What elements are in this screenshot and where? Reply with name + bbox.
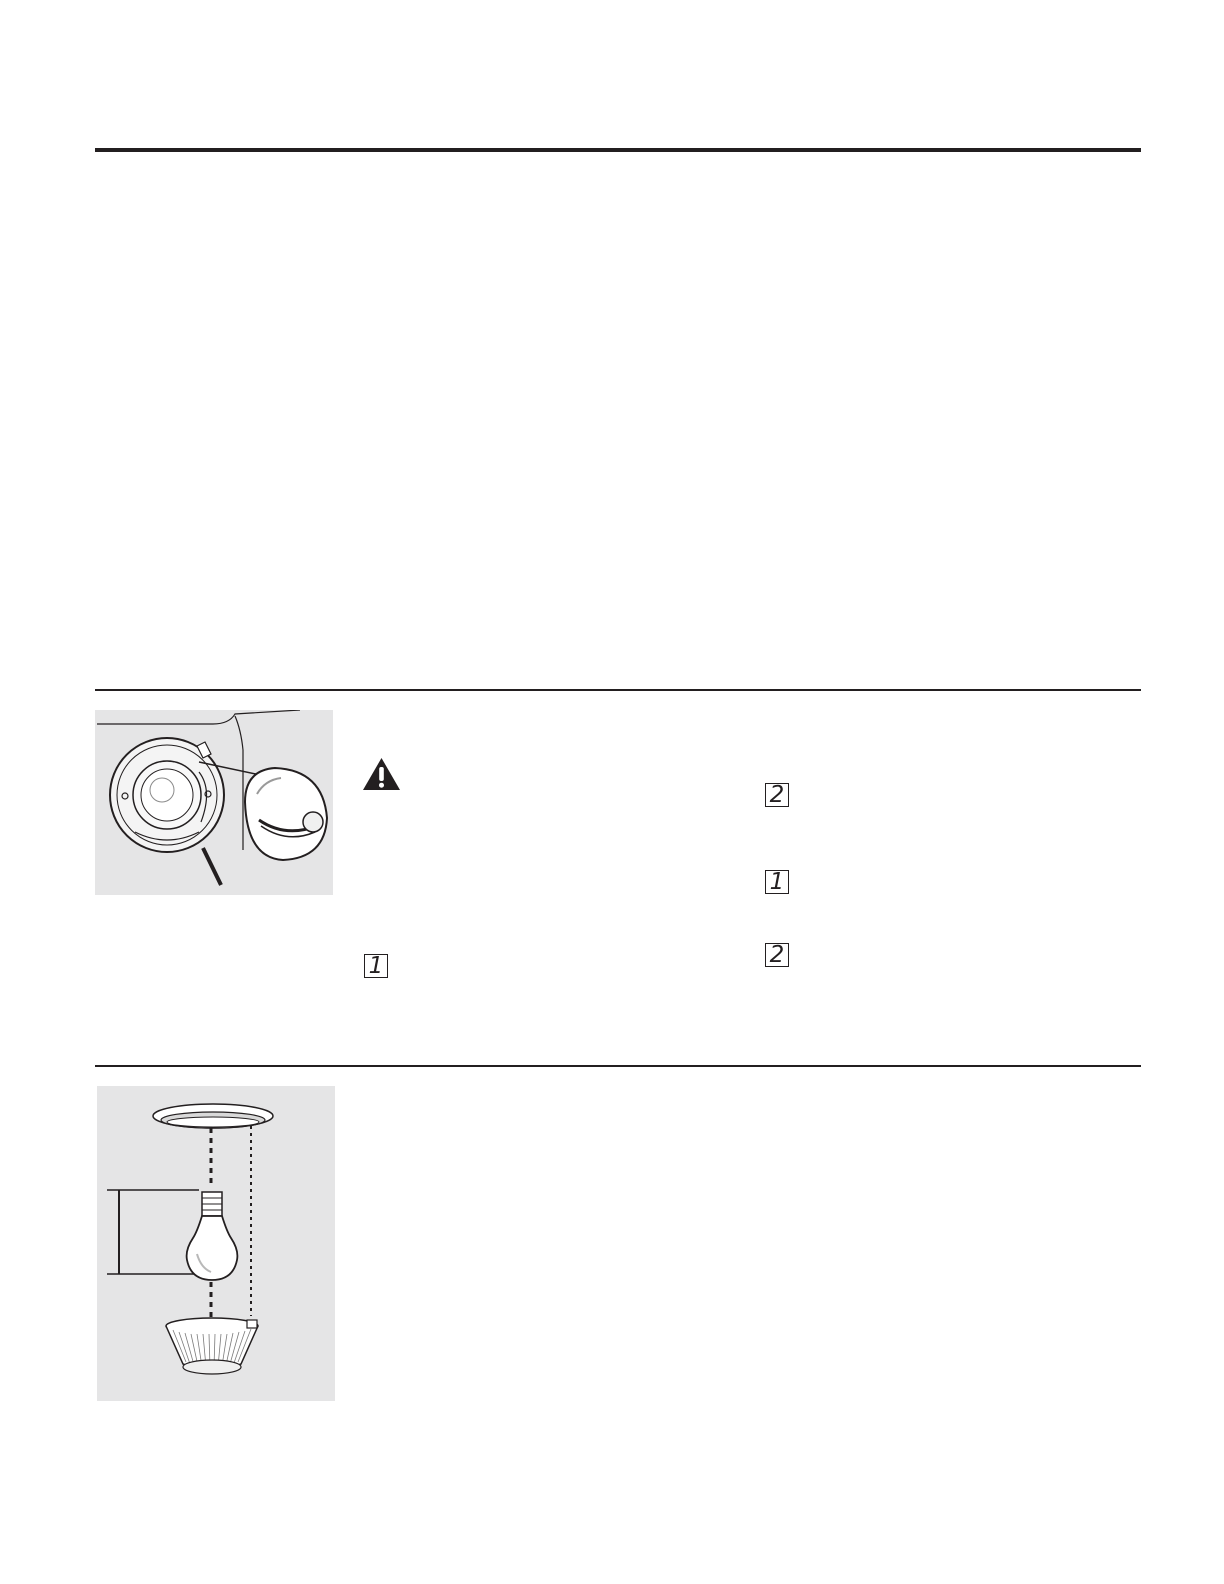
section-divider-1 — [95, 689, 1141, 691]
step-number-box: 1 — [765, 870, 789, 894]
header-rule — [95, 148, 1141, 152]
light-cover-illustration — [95, 710, 333, 895]
bulb-replacement-illustration — [97, 1086, 335, 1401]
step-number-box: 2 — [765, 783, 789, 807]
section-divider-2 — [95, 1065, 1141, 1067]
step-number-box: 1 — [364, 954, 388, 978]
step-number-box: 2 — [765, 943, 789, 967]
warning-triangle-icon — [362, 757, 401, 791]
